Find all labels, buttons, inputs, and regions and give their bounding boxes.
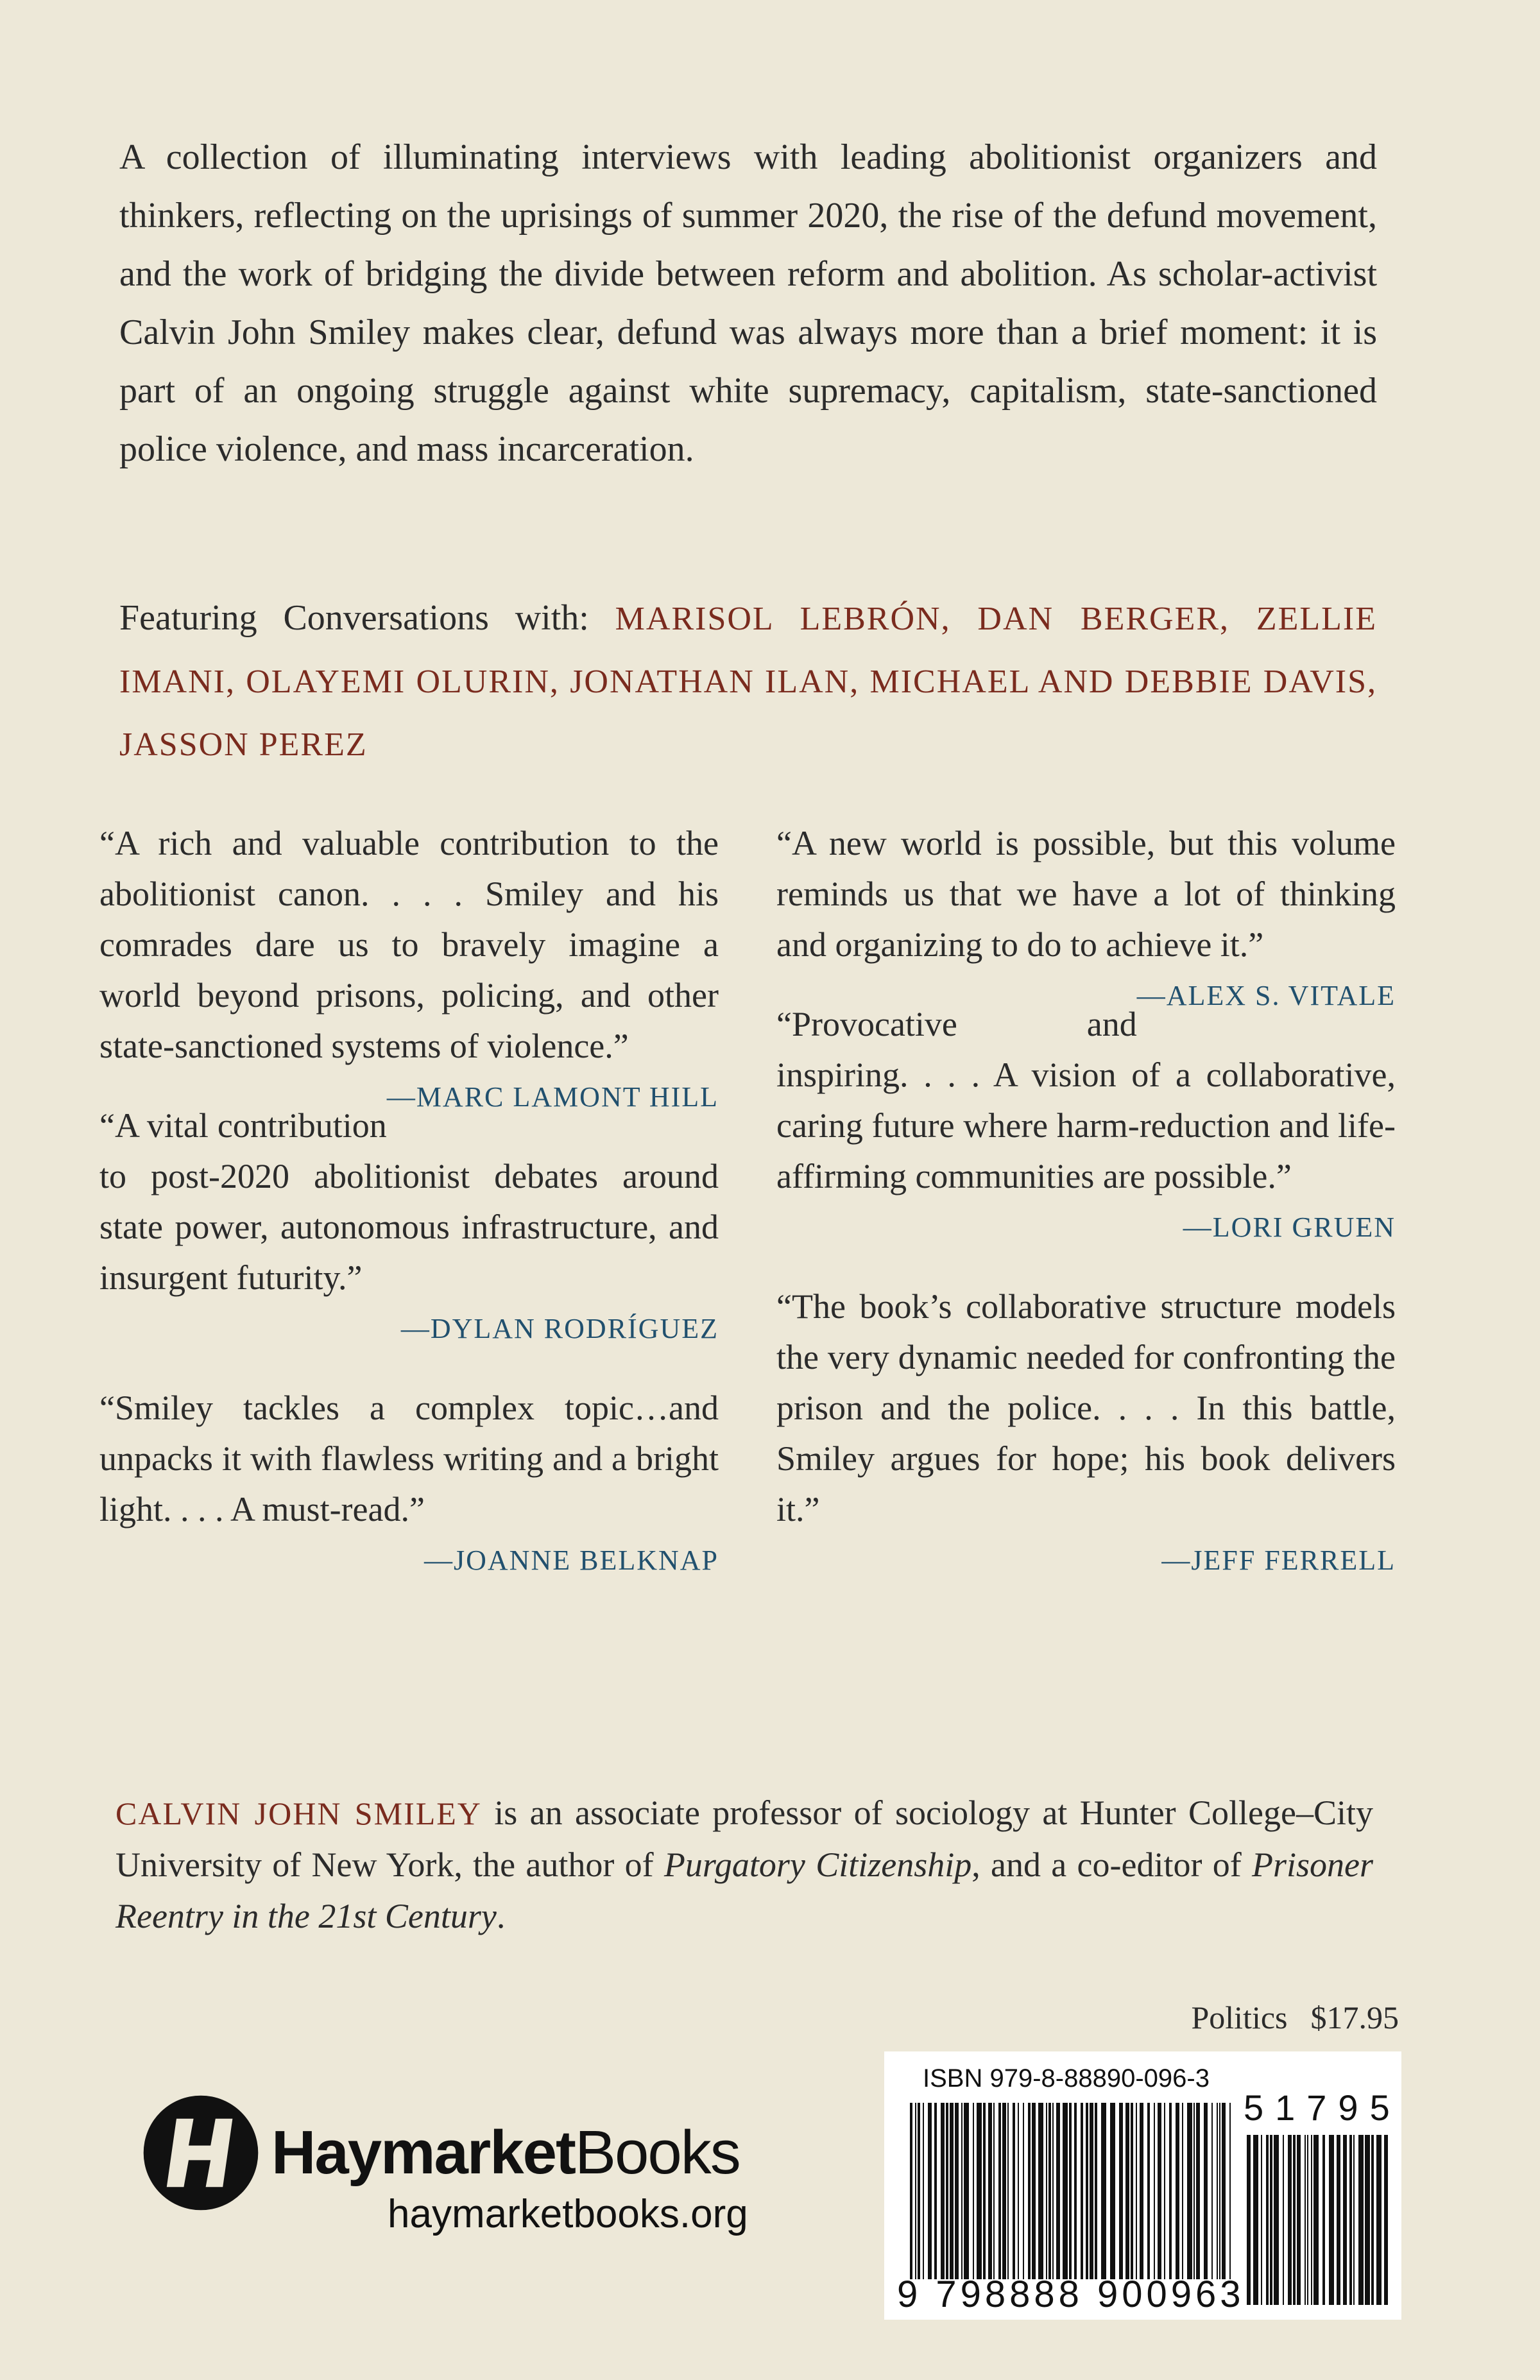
blurb (99, 1100, 719, 1354)
publisher-url: haymarketbooks.org (388, 2192, 748, 2236)
price: $17.95 (1310, 1999, 1399, 2035)
barcode-bars (910, 2103, 1231, 2279)
isbn-label: ISBN 979-8-88890-096-3 (923, 2064, 1210, 2093)
book-description: A collection of illuminating interviews with leading abolitionist organizers and thinkers, reflecting on the uprisings of summer 2020, the rise of the defund movement, and the work of bridging the divide between reform and abolition. As scholar-activist Calvin John Smiley makes clear, defund was always more than a brief moment: it is part of an ongoing struggle against white supremacy, capitalism, state-sanctioned police violence, and mass incarceration. (119, 137, 1377, 469)
category: Politics (1191, 1999, 1288, 2035)
book-title: Purgatory Citizenship (663, 1845, 972, 1884)
barcode-addon-bars (1247, 2135, 1388, 2305)
author-name: CALVIN JOHN SMILEY (116, 1795, 482, 1831)
blurb (776, 1281, 1396, 1586)
blurb-author: —LORI GRUEN (1183, 1211, 1396, 1243)
blurb (99, 818, 719, 1113)
blurb-text: “Smiley tackles a complex topic…and unpacks it with flawless writing and a bright light. . . . A must-read.” (99, 1389, 719, 1528)
blurb-text: “A rich and valuable contribution to the abolitionist canon. . . . Smiley and his comrades dare us to bravely imagine a world beyond prisons, policing, and other state-sanctioned systems of violence.” —MARC LAMONT HILL (99, 818, 719, 1072)
blurb (776, 818, 1396, 1011)
publisher-logo (140, 2092, 782, 2284)
blurb-text: “A vital contribution to post-2020 abolitionist debates around state power, autonomous infrastructure, and insurgent futurity.” (99, 1106, 719, 1297)
featuring-names: MARISOL LEBRÓN, DAN BERGER, ZELLIE IMANI, OLAYEMI OLURIN, JONATHAN ILAN, MICHAEL AND DEBBIE DAVIS, JASSON PEREZ (119, 601, 1377, 763)
blurb-author: —DYLAN RODRÍGUEZ (400, 1313, 719, 1344)
isbn-barcode (884, 2051, 1401, 2320)
blurb (99, 1383, 719, 1586)
blurb-text: “The book’s collaborative structure models the very dynamic needed for confronting the prison and the police. . . . In this battle, Smiley argues for hope; his book delivers it.” (776, 1287, 1396, 1528)
blurb-author: —JOANNE BELKNAP (424, 1545, 719, 1576)
barcode-digits: 9 798888 900963 (897, 2273, 1245, 2315)
category-price (1191, 1999, 1399, 2036)
haymarket-h-icon (140, 2092, 262, 2214)
featuring-conversations (119, 587, 1377, 776)
blurb-author: —ALEX S. VITALE (1136, 980, 1396, 1011)
blurb-text: “A new world is possible, but this volume reminds us that we have a lot of thinking and organizing to do to achieve it.” —ALEX S. VITALE (776, 818, 1396, 970)
featuring-label: Featuring Conversations with: (119, 598, 615, 638)
blurb-author: —JEFF FERRELL (1161, 1545, 1396, 1576)
blurbs-left-column (99, 818, 719, 1586)
book-title: Prisoner Reentry in the 21st Century (116, 1845, 1373, 1935)
blurb (776, 999, 1396, 1253)
blurb-text: “Provocative and inspiring. . . . A vision of a collaborative, caring future where harm-reduction and life-affirming communities are possible.” (776, 1005, 1396, 1195)
blurbs-right-column (776, 818, 1396, 1586)
publisher-name: HaymarketBooks (271, 2118, 740, 2187)
barcode-addon-digits: 51795 (1244, 2087, 1401, 2128)
blurb-author: —MARC LAMONT HILL (386, 1081, 719, 1113)
author-bio: CALVIN JOHN SMILEY is an associate professor of sociology at Hunter College–City University of New York, the author of Purgatory Citizenship, and a co-editor of Prisoner Reentry in the 21st Century. (116, 1794, 1373, 1935)
